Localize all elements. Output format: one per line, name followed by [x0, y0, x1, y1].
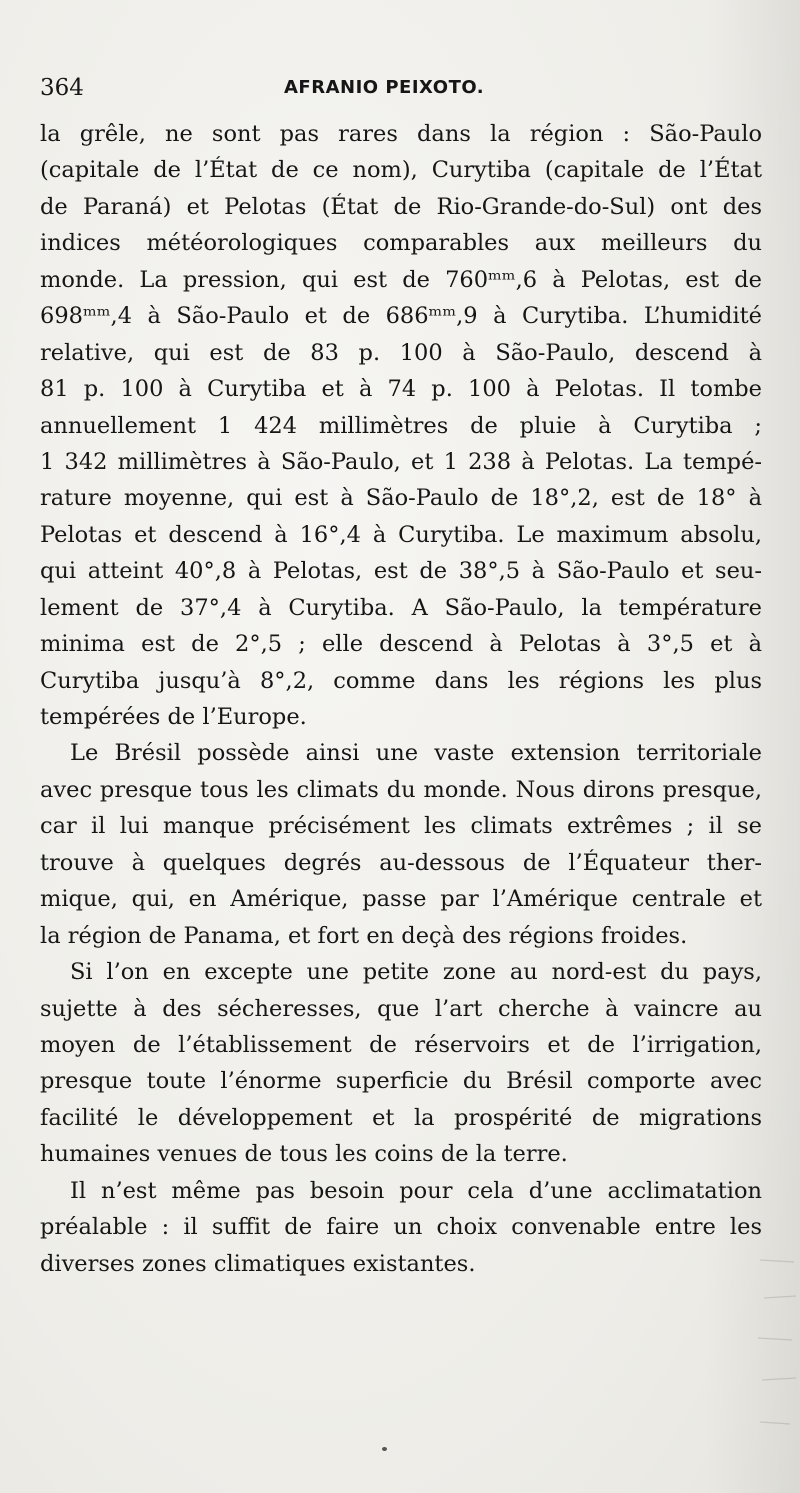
text-line: diverses zones climatiques existantes. — [40, 1250, 476, 1277]
ink-speck — [382, 1447, 387, 1451]
body-text — [40, 116, 762, 1282]
text-line: monde. La pression, qui est de 760ᵐᵐ,6 à Pelotas, est de — [40, 266, 762, 293]
text-line: 1 342 millimètres à São-Paulo, et 1 238 à Pelotas. La tempé- — [40, 448, 762, 475]
text-line: Pelotas et descend à 16°,4 à Curytiba. Le maximum absolu, — [40, 521, 762, 548]
text-line: sujette à des sécheresses, que l’art cherche à vaincre au — [40, 995, 762, 1022]
paragraph-start: Si l’on en excepte une petite zone au nord-est du pays, — [70, 959, 762, 986]
text-line: moyen de l’établissement de réservoirs et de l’irrigation, — [40, 1031, 762, 1058]
text-line: facilité le développement et la prospérité de migrations — [40, 1104, 762, 1131]
paragraph-start: Il n’est même pas besoin pour cela d’une acclimatation — [70, 1177, 762, 1204]
text-line: relative, qui est de 83 p. 100 à São-Paulo, descend à — [40, 339, 762, 366]
running-title: AFRANIO PEIXOTO. — [284, 77, 485, 98]
page-number: 364 — [40, 75, 84, 101]
text-line: indices météorologiques comparables aux meilleurs du — [40, 230, 762, 257]
text-line: qui atteint 40°,8 à Pelotas, est de 38°,5 à São-Paulo et seu- — [40, 558, 762, 585]
text-line: Curytiba jusqu’à 8°,2, comme dans les régions les plus — [40, 667, 762, 694]
running-header — [40, 72, 760, 104]
text-line: car il lui manque précisément les climats extrêmes ; il se — [40, 813, 762, 840]
text-line: 698ᵐᵐ,4 à São-Paulo et de 686ᵐᵐ,9 à Curytiba. L’humidité — [40, 303, 762, 330]
text-line: préalable : il suffit de faire un choix convenable entre les — [40, 1214, 762, 1241]
text-line: trouve à quelques degrés au-dessous de l’Équateur ther- — [40, 849, 762, 876]
text-line: annuellement 1 424 millimètres de pluie à Curytiba ; — [40, 412, 762, 439]
text-line: (capitale de l’État de ce nom), Curytiba (capitale de l’État — [40, 157, 762, 184]
paragraph-start: Le Brésil possède ainsi une vaste extension territoriale — [70, 740, 762, 767]
text-line: la grêle, ne sont pas rares dans la région : São-Paulo — [40, 121, 762, 147]
text-line: la région de Panama, et fort en deçà des régions froides. — [40, 922, 688, 949]
text-line: 81 p. 100 à Curytiba et à 74 p. 100 à Pelotas. Il tombe — [40, 376, 762, 403]
text-line: rature moyenne, qui est à São-Paulo de 18°,2, est de 18° à — [40, 485, 762, 512]
text-line: lement de 37°,4 à Curytiba. A São-Paulo, la température — [40, 594, 762, 621]
text-line: minima est de 2°,5 ; elle descend à Pelotas à 3°,5 et à — [40, 631, 762, 658]
text-line: de Paraná) et Pelotas (État de Rio-Grande-do-Sul) ont des — [40, 193, 762, 220]
text-line: presque toute l’énorme superficie du Brésil comporte avec — [40, 1068, 762, 1095]
text-line: tempérées de l’Europe. — [40, 704, 307, 730]
text-line: mique, qui, en Amérique, passe par l’Amérique centrale et — [40, 886, 762, 913]
text-line: avec presque tous les climats du monde. Nous dirons presque, — [40, 776, 762, 803]
text-line: humaines venues de tous les coins de la terre. — [40, 1141, 568, 1168]
bleed-through-marks — [750, 1240, 800, 1460]
